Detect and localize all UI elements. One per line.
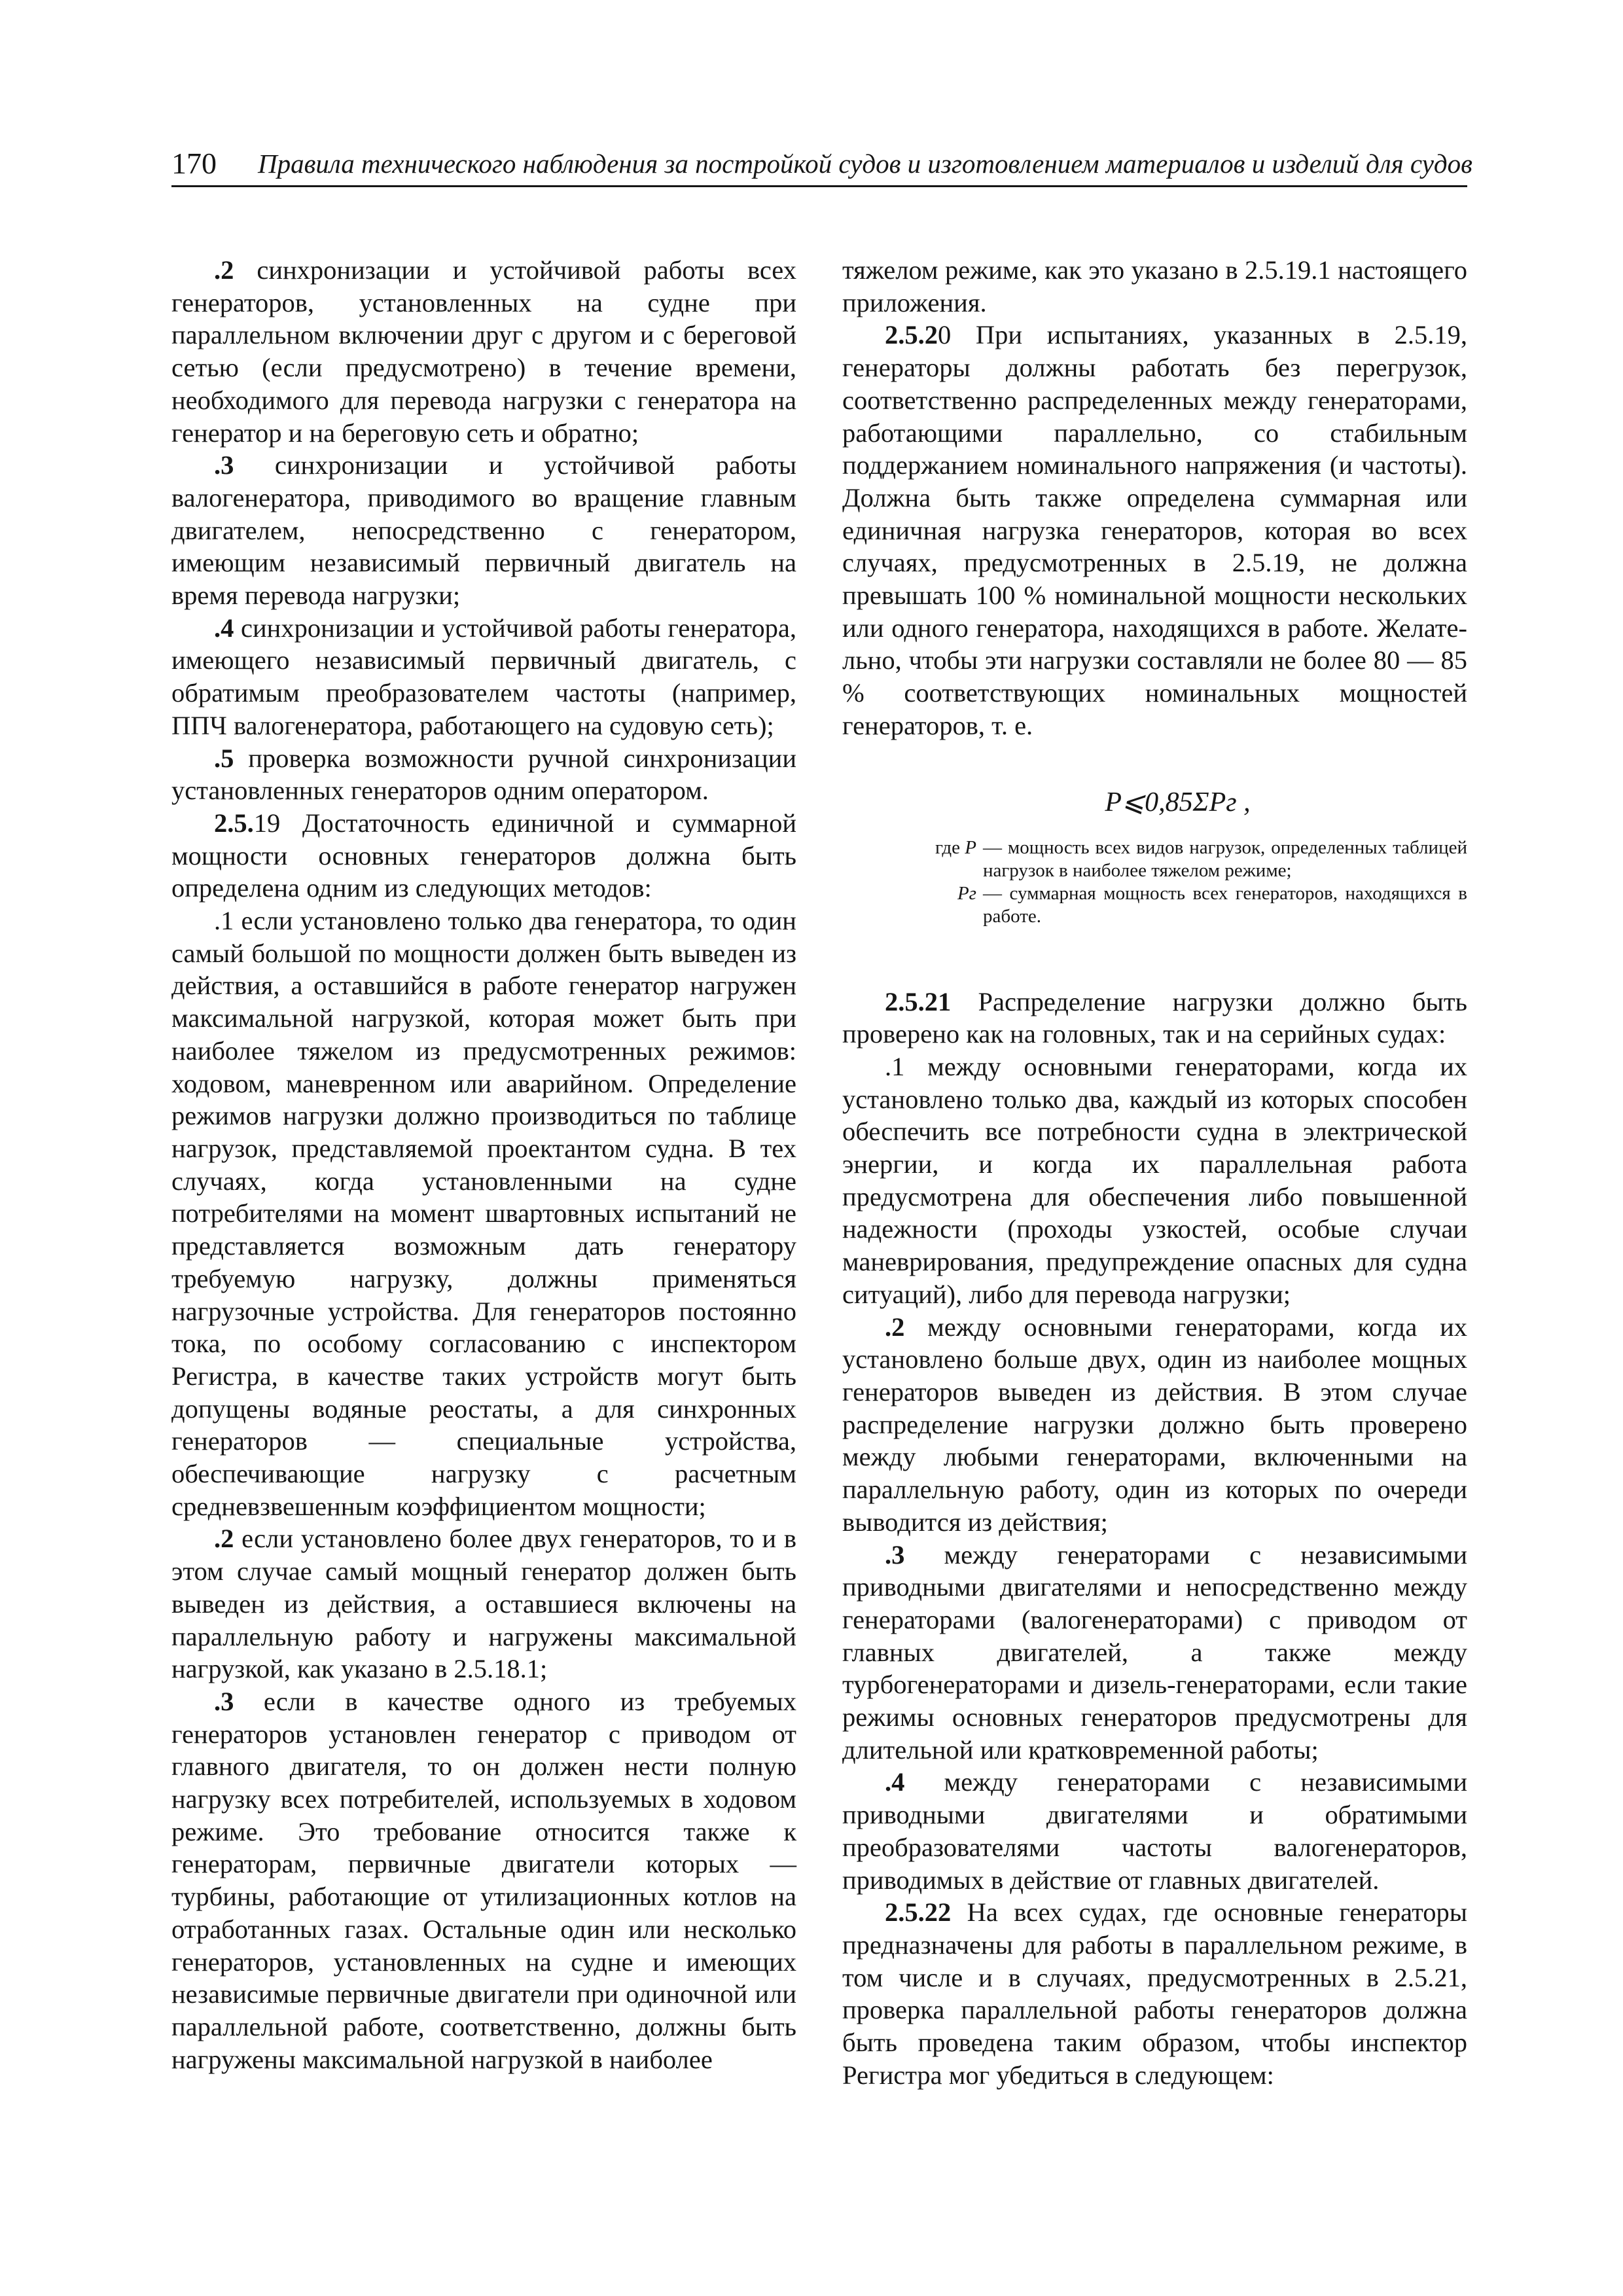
formula: P⩽0,85ΣPг , [1105,787,1251,817]
paragraph-text: 19 Достаточность единичной и суммарной мощности основных генераторов должна быть определена одним из следующих методов: [171,808,796,903]
paragraph [171,254,796,449]
paragraph-text: между генераторами с независимыми приводными двигателями и обратимыми преобразователями частоты валогенераторов, приводимых в действие от главных двигателей. [842,1767,1467,1895]
paragraph-text: синхронизации и устойчивой работы всех генераторов, установленных на судне при параллельном включении друг с другом и с береговой сетью (если предусмотрено) в течение времени, необходимого для перевода нагрузки с генератора на генератор и на береговую сеть и обратно; [171,255,796,448]
item-number: 2.5.22 [885,1897,952,1928]
page-number: 170 [171,147,217,180]
paragraph-text: если в качестве одного из требуемых генераторов установлен генератор с приводом от главного двигателя, то он должен нести полную нагрузку всех потребителей, используемых в ходовом режиме. Это требование относится также к генераторам, первичные двигатели которых — турбины, работающие от утилизационных котлов на отработанных газах. Остальные один или несколько генераторов, установленных на судне и имеющих независимые первичные двигатели при одиночной или параллельной работе, соответственно, должны быть нагружены максимальной нагрузкой в наиболее [171,1686,796,2074]
item-number: .3 [214,1686,234,1716]
paragraph [842,254,1467,319]
page-header [171,145,1472,182]
paragraph-text: проверка возможности ручной синхронизации установленных генераторов одним оператором. [171,743,796,806]
paragraph [842,1050,1467,1311]
paragraph-text: .1 между основными генераторами, когда их установлено только два, каждый из которых способен обеспечить все потребности судна в электрической энергии, и когда их параллельная работа предусмотрена для обеспечения либо повышенной надежности (проходы узкостей, особые случаи маневрирования, предупреждение опасных для судна ситуаций), либо для перевода нагрузки; [842,1051,1467,1309]
item-number: .2 [885,1312,905,1342]
paragraph [842,1311,1467,1539]
paragraph [842,986,1467,1050]
paragraph-text: 0 При испытаниях, указанных в 2.5.19, генераторы должны работать без перегрузок, соответственно распределенных между генераторами, работающими параллельно, со стабильным поддержанием номинального напряжения (и частоты). Должна быть также определена суммарная или единичная нагрузка генераторов, которая во всех случаях, предусмотренных в 2.5.19, не должна превышать 100 % номинальной мощности нескольких или одного генератора, находящихся в работе. Желате-льно, чтобы эти нагрузки составляли не более 80 — 85 % соответствующих номинальных мощностей генераторов, т. е. [842,320,1467,740]
right-column-bottom [842,986,1467,2092]
item-number: .3 [214,450,234,480]
right-column-top [842,254,1467,742]
definition-text: — суммарная мощность всех генераторов, находящихся в работе. [983,882,1467,927]
paragraph-text: На всех судах, где основные генераторы предназначены для работы в параллельном режиме, в том числе и в случаях, предусмотренных в 2.5.21, проверка параллельной работы генераторов должна быть проведена таким образом, чтобы инспектор Регистра мог убедиться в следующем: [842,1897,1467,2090]
paragraph-text: между генераторами с независимыми приводными двигателями и непосредственно между генераторами (валогенераторами) с приводом от главных двигателей, а также между турбогенераторами и дизель-генераторами, если такие режимы основных генераторов предусмотрены для длительной или кратковременной работы; [842,1539,1467,1765]
item-number: .4 [214,613,234,643]
right-column [842,254,1467,2091]
item-number: 2.5.21 [885,986,952,1016]
paragraph [842,1539,1467,1767]
definition-lead: где P [935,836,976,858]
definition-text: — мощность всех видов нагрузок, определенных таблицей нагрузок в наиболее тяжелом режиме; [983,836,1467,881]
header-rule [171,185,1467,187]
running-title: Правила технического наблюдения за постройкой судов и изготовлением материалов и изделий для судов [258,149,1472,179]
paragraph [171,1522,796,1685]
paragraph-text: .1 если установлено только два генератора, то один самый большой по мощности должен быть выведен из действия, а оставшийся в работе генератор нагружен максимальной нагрузкой, которая может быть при наиболее тяжелом из предусмотренных режимов: ходовом, маневренном или аварийном. Определение режимов нагрузки должно производиться по таблице нагрузок, представляемой проектантом судна. В тех случаях, когда установленными на судне потребителями на момент швартовных испытаний не представляется возможным дать генератору требуемую нагрузку, должны применяться нагрузочные устройства. Для генераторов постоянно тока, по особому согласованию с инспектором Регистра, в качестве таких устройств могут быть допущены водяные реостаты, а для синхронных генераторов — специальные устройства, обеспечивающие нагрузку с расчетным средневзвешенным коэффициентом мощности; [171,906,796,1521]
paragraph-text: между основными генераторами, когда их установлено больше двух, один из наиболее мощных генераторов выведен из действия. В этом случае распределение нагрузки должно быть проверено между любыми генераторами, включенными на параллельную работу, один из которых по очереди выводится из действия; [842,1312,1467,1537]
formula-definition [842,882,1467,928]
item-number: .3 [885,1539,905,1570]
formula-where [842,836,1467,928]
paragraph [171,905,796,1522]
definition-lead [842,882,983,928]
paragraph-text: если установлено более двух генераторов, то и в этом случае самый мощный генератор должен быть выведен из действия, а оставшиеся включены на параллельную работу и нагружены максимальной нагрузкой, как указано в 2.5.18.1; [171,1524,796,1684]
item-number: .2 [214,255,234,285]
paragraph [842,319,1467,742]
paragraph-gap [842,928,1467,986]
item-number: 2.5.2 [885,320,938,350]
paragraph-text: тяжелом режиме, как это указано в 2.5.19.1 настоящего приложения. [842,255,1467,317]
item-number: .5 [214,743,234,773]
item-number: .4 [885,1767,905,1797]
item-number: .2 [214,1524,234,1554]
definition-symbol: Pг [957,882,976,904]
paragraph-text: синхронизации и устойчивой работы генератора, имеющего независимый первичный двигатель, с обратимым преобразователем частоты (например, ППЧ валогенератора, работающего на судовую сеть); [171,613,796,740]
paragraph [171,612,796,742]
paragraph [171,449,796,612]
paragraph [171,742,796,807]
formula-definition [842,836,1467,882]
paragraph-text: синхронизации и устойчивой работы валогенератора, приводимого во вращение главным двигателем, непосредственно с генератором, имеющим независимый первичный двигатель на время перевода нагрузки; [171,450,796,611]
paragraph-text: Распределение нагрузки должно быть проверено как на головных, так и на серийных судах: [842,986,1467,1049]
paragraph [842,1896,1467,2091]
paragraph [171,807,796,905]
definition-symbol: P [965,836,976,858]
paragraph [842,1766,1467,1896]
item-number: 2.5. [214,808,254,838]
left-column [171,254,796,2075]
paragraph [171,1685,796,2075]
